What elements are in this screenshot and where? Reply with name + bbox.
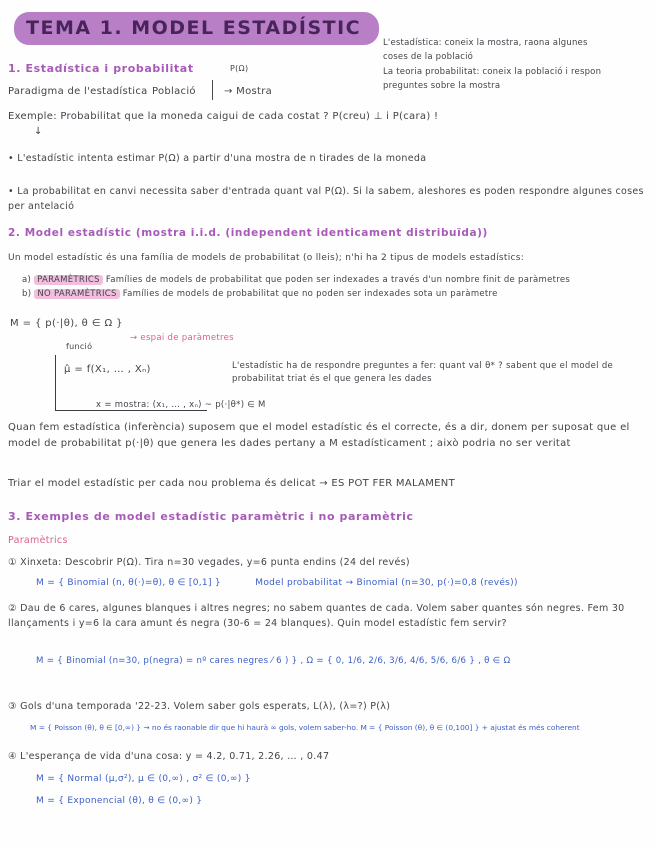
paradigm-label: Paradigma de l'estadística	[8, 86, 148, 97]
estimator-formula: μ̂ = f(X₁, … , Xₙ)	[64, 364, 151, 375]
example1-model: M = { Binomial (n, θ(·)=θ), θ ∈ [0,1] }	[36, 578, 221, 588]
parameter-space-note: → espai de paràmetres	[130, 333, 234, 343]
page-title: TEMA 1. MODEL ESTADÍSTIC	[14, 12, 379, 45]
item-b-label: NO PARAMÈTRICS	[34, 289, 119, 299]
example4-number: ④	[8, 751, 17, 762]
example3-text: Gols d'una temporada '22-23. Volem saber gols esperats, L(λ), (λ=?) P(λ)	[20, 701, 391, 712]
example2-formula: M = { Binomial (n=30, p(negra) = nº cares negres ⁄ 6 ) } , Ω = { 0, 1/6, 2/6, 3/6, 4/6, 5/6, 6/6 } , θ ∈ Ω	[36, 656, 511, 666]
paradigm-divider	[212, 80, 213, 100]
example2-text: Dau de 6 cares, algunes blanques i altres negres; no sabem quantes de cada. Volem saber quantes són negres. Fem 30 llançaments i y=6 la cara amunt és negra (30-6 = 24 blanques). Quin model estadístic fem servir?	[8, 603, 625, 629]
example4-line	[8, 751, 329, 762]
example2-line	[8, 602, 638, 631]
item-b-tag: b)	[22, 289, 32, 299]
paradigm-arrow-mostra: → Mostra	[224, 86, 273, 97]
warning-line: Triar el model estadístic per cada nou problema és delicat → ES POT FER MALAMENT	[8, 478, 455, 489]
corner-note-line: La teoria probabilitat: coneix la població i respon	[383, 66, 602, 77]
item-a-tag: a)	[22, 275, 32, 285]
paradigm-population: Població	[152, 86, 196, 97]
estimator-note: L'estadístic ha de respondre preguntes a fer: quant val θ* ? sabent que el model de probabilitat triat és el que genera les dades	[232, 361, 614, 385]
corner-note-line: preguntes sobre la mostra	[383, 81, 501, 92]
funcio-label: funció	[66, 342, 93, 351]
inference-paragraph: Quan fem estadística (inferència) suposem que el model estadístic és el correcte, és a dir, donem per suposat que el model de probabilitat p(·|θ) que genera les dades pertany a M estadísticament ; això podria no ser veritat	[8, 422, 630, 449]
example3-line	[8, 701, 390, 712]
section1-heading: 1. Estadística i probabilitat	[8, 62, 194, 75]
model-formula: M = { p(·|θ), θ ∈ Ω }	[10, 318, 123, 329]
section2-heading: 2. Model estadístic (mostra i.i.d. (independent identicament distribuïda))	[8, 227, 488, 239]
item-a-text: Famílies de models de probabilitat que poden ser indexades a través d'un nombre finit de paràmetres	[105, 275, 571, 285]
bullet-estadistic: • L'estadístic intenta estimar P(Ω) a partir d'una mostra de n tirades de la moneda	[8, 153, 427, 164]
nonparametric-item	[22, 289, 498, 299]
parametric-item	[22, 275, 570, 285]
bullet-probabilitat: • La probabilitat en canvi necessita saber d'entrada quant val P(Ω). Si la sabem, aleshores es poden respondre algunes coses per antelació	[8, 186, 644, 212]
corner-note	[383, 36, 651, 94]
example2-number: ②	[8, 603, 17, 614]
example4-formula-exponential: M = { Exponencial (θ), θ ∈ (0,∞) }	[36, 796, 203, 806]
example4-text: L'esperança de vida d'una cosa: y = 4.2, 0.71, 2.26, … , 0.47	[20, 751, 330, 762]
paradigm-population-law: P(Ω)	[230, 64, 249, 73]
example1-line	[8, 557, 410, 568]
example4-formula-normal: M = { Normal (μ,σ²), μ ∈ (0,∞) , σ² ∈ (0,∞) }	[36, 774, 251, 784]
item-b-text: Famílies de models de probabilitat que no poden ser indexades sota un paràmetre	[122, 289, 498, 299]
example-line: Exemple: Probabilitat que la moneda caigui de cada costat ? P(creu) ⊥ i P(cara) !	[8, 111, 439, 122]
parametrics-subheading: Paramètrics	[8, 535, 68, 546]
example1-prob-model: Model probabilitat → Binomial (n=30, p(·)=0,8 (revés))	[255, 578, 518, 588]
example3-number: ③	[8, 701, 17, 712]
sample-formula: x = mostra: (x₁, … , xₙ) ~ p(·|θ*) ∈ M	[96, 400, 266, 410]
example1-formula	[36, 578, 518, 588]
example1-text: Xinxeta: Descobrir P(Ω). Tira n=30 vegades, y=6 punta endins (24 del revés)	[20, 557, 410, 568]
section2-intro: Un model estadístic és una família de models de probabilitat (o lleis); n'hi ha 2 tipus de models estadístics:	[8, 253, 525, 263]
down-arrow-icon: ↓	[34, 126, 43, 137]
corner-note-line: coses de la població	[383, 52, 474, 63]
example1-number: ①	[8, 557, 17, 568]
corner-note-line: L'estadística: coneix la mostra, raona algunes	[383, 38, 588, 48]
section3-heading: 3. Exemples de model estadístic paramètric i no paramètric	[8, 510, 414, 523]
example3-formula: M = { Poisson (θ), θ ∈ [0,∞) } → no és raonable dir que hi haurà ∞ gols, volem saber-ho. M = { Poisson (θ), θ ∈ (0,100] } + ajustat és més coherent	[30, 723, 580, 732]
item-a-label: PARAMÈTRICS	[34, 275, 103, 285]
